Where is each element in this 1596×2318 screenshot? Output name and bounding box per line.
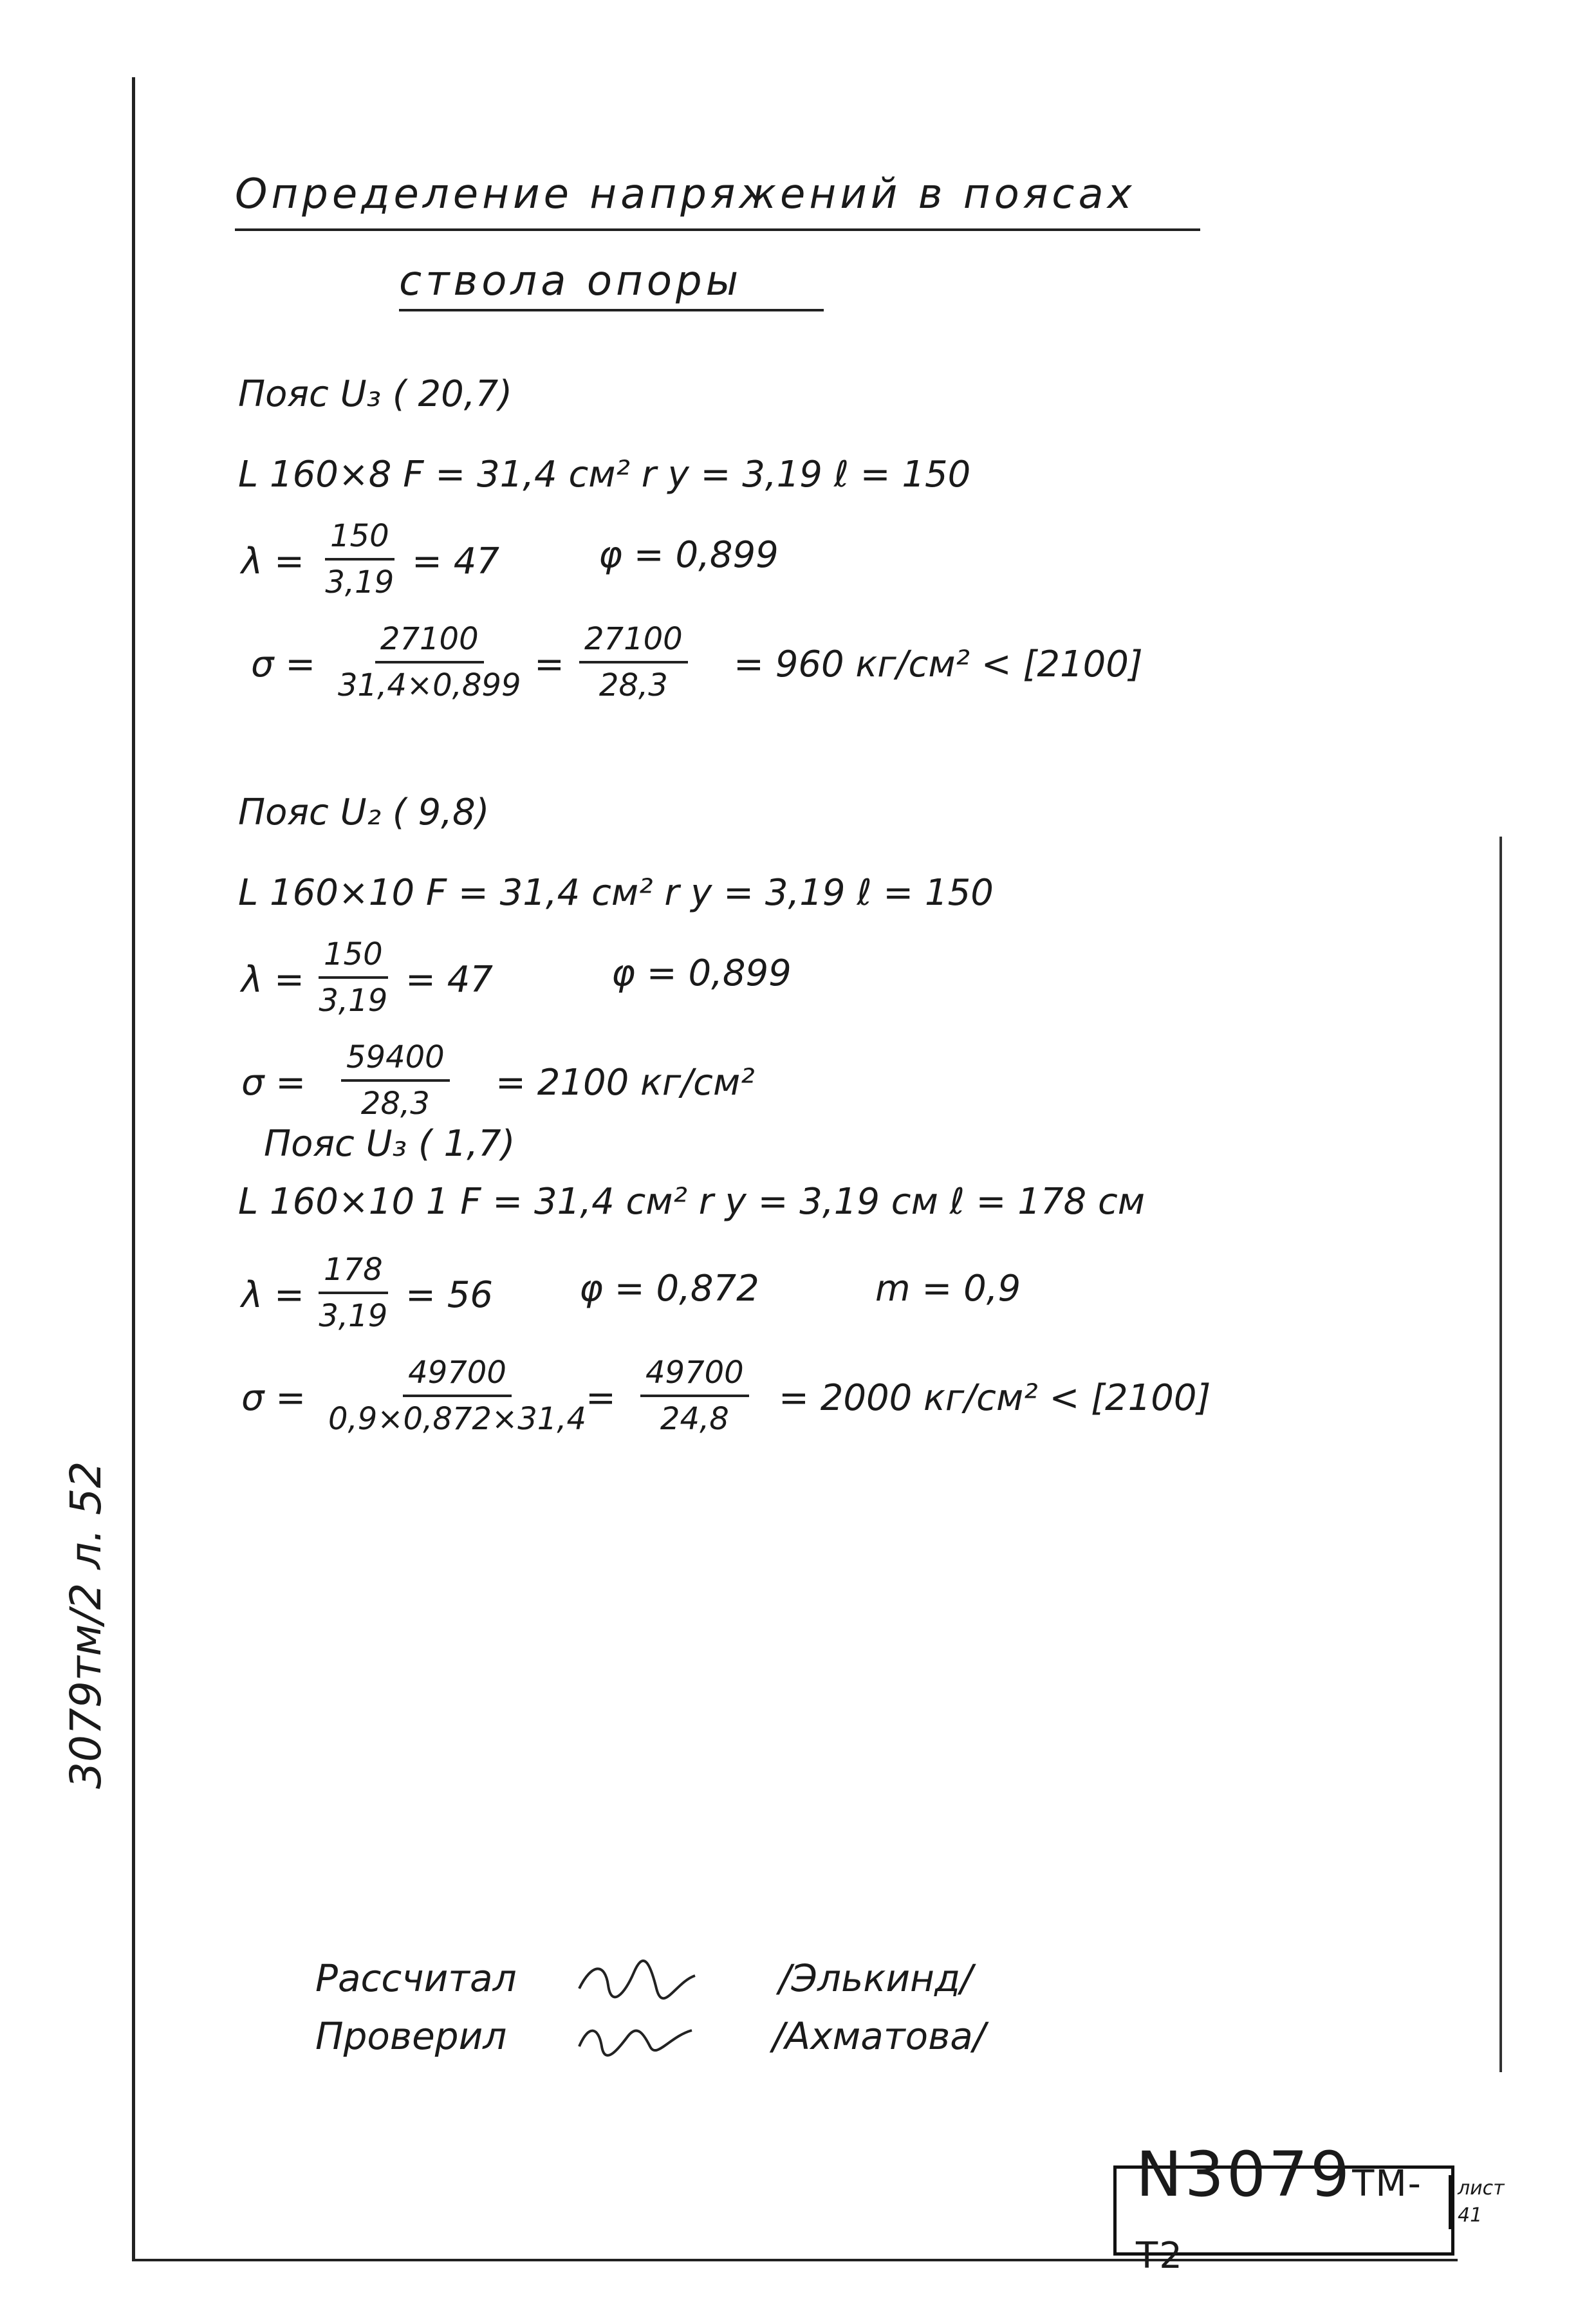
title-underline-1 [235, 228, 1200, 231]
section-3-header-text: Пояс U₃ ( 1,7) [264, 1123, 515, 1165]
stamp-code-suffix: ТМ-Т2 [1136, 2163, 1422, 2277]
frame-right-line [1499, 837, 1502, 2072]
section-1-sigma-den1: 31,4×0,899 [338, 667, 521, 703]
section-3-props: L 160×10 1 F = 31,4 см² r y = 3,19 см ℓ = 178 см [238, 1181, 1145, 1223]
section-3-lambda-rhs: = 56 [405, 1274, 493, 1316]
section-3-sigma-lhs: σ = [241, 1377, 306, 1419]
section-3-lambda-lhs: λ = [241, 1274, 304, 1316]
section-2-lambda-rhs: = 47 [405, 959, 493, 1001]
section-1-phi: φ = 0,899 [598, 534, 779, 576]
section-1-lambda-rhs: = 47 [412, 541, 499, 582]
section-3-sigma-fraction-2 [640, 1355, 749, 1437]
section-2-sigma-lhs: σ = [241, 1062, 306, 1104]
section-1-sigma-den2: 28,3 [598, 667, 668, 703]
section-3-phi: φ = 0,872 [579, 1268, 759, 1310]
section-3-sigma-den1: 0,9×0,872×31,4 [328, 1401, 587, 1437]
section-1-sigma-num2: 27100 [579, 621, 688, 663]
section-3-sigma-num2: 49700 [640, 1355, 749, 1397]
section-1-lambda-fraction [325, 518, 394, 600]
section-3-m: m = 0,9 [875, 1268, 1021, 1310]
section-3-lambda-den: 3,19 [319, 1298, 388, 1334]
signature-calculated-scribble [573, 1950, 701, 2008]
signature-checked-scribble [573, 2011, 701, 2063]
section-1-header-text: Пояс U₃ ( 20,7) [238, 373, 513, 415]
section-3-sigma-eq: = [586, 1377, 616, 1419]
section-1-sigma-lhs: σ = [251, 644, 316, 685]
section-2-lambda-fraction [319, 936, 388, 1019]
section-3-sigma-fraction-1 [328, 1355, 586, 1437]
section-3-sigma-rhs: = 2000 кг/см² < [2100] [779, 1377, 1211, 1419]
section-1-header [238, 373, 512, 415]
section-1-sigma-fraction-2 [579, 621, 688, 703]
section-1-lambda-den: 3,19 [325, 564, 394, 600]
section-3-sigma-num1: 49700 [403, 1355, 512, 1397]
signature-checked-name: /Ахматова/ [772, 2014, 986, 2058]
section-2-sigma-den1: 28,3 [360, 1086, 430, 1122]
section-2-phi: φ = 0,899 [611, 952, 792, 994]
signature-calculated-label: Рассчитал [315, 1956, 517, 2000]
section-3-header [264, 1123, 515, 1165]
section-2-props: L 160×10 F = 31,4 см² r y = 3,19 ℓ = 150 [238, 872, 994, 914]
section-3-lambda-num: 178 [319, 1252, 388, 1294]
signature-checked-label: Проверил [315, 2014, 507, 2058]
section-1-sigma-eq: = [534, 644, 564, 685]
section-2-sigma-num1: 59400 [341, 1039, 450, 1082]
signature-calculated-name: /Элькинд/ [779, 1956, 973, 2000]
title-underline-2 [399, 309, 824, 311]
stamp-sheet-label: лист [1458, 2177, 1505, 2200]
section-2-header [238, 792, 489, 833]
document-stamp [1113, 2138, 1505, 2277]
section-2-sigma-rhs: = 2100 кг/см² [496, 1062, 755, 1104]
section-2-sigma-fraction [341, 1039, 450, 1122]
section-1-lambda-lhs: λ = [241, 541, 304, 582]
section-1-props: L 160×8 F = 31,4 см² r y = 3,19 ℓ = 150 [238, 454, 971, 496]
page-title-line1: Определение напряжений в поясах [235, 171, 1136, 218]
section-3-lambda-fraction [319, 1252, 388, 1334]
page-title-line2: ствола опоры [399, 257, 743, 305]
section-2-lambda-den: 3,19 [319, 983, 388, 1019]
section-2-lambda-lhs: λ = [241, 959, 304, 1001]
section-2-header-text: Пояс U₂ ( 9,8) [238, 792, 490, 833]
section-2-lambda-num: 150 [319, 936, 388, 979]
section-3-sigma-den2: 24,8 [660, 1401, 729, 1437]
section-1-sigma-fraction-1 [338, 621, 521, 703]
stamp-sheet-number: 41 [1458, 2204, 1483, 2227]
section-1-lambda-num: 150 [325, 518, 394, 561]
frame-left-line [132, 77, 135, 2259]
stamp-sheet [1449, 2175, 1509, 2229]
stamp-code [1117, 2138, 1451, 2283]
stamp-code-number: N3079 [1136, 2138, 1353, 2211]
section-1-sigma-num1: 27100 [375, 621, 484, 663]
section-1-sigma-rhs: = 960 кг/см² < [2100] [734, 644, 1143, 685]
side-note-archive-number: 3079тм/2 л. 52 [61, 1461, 111, 1789]
